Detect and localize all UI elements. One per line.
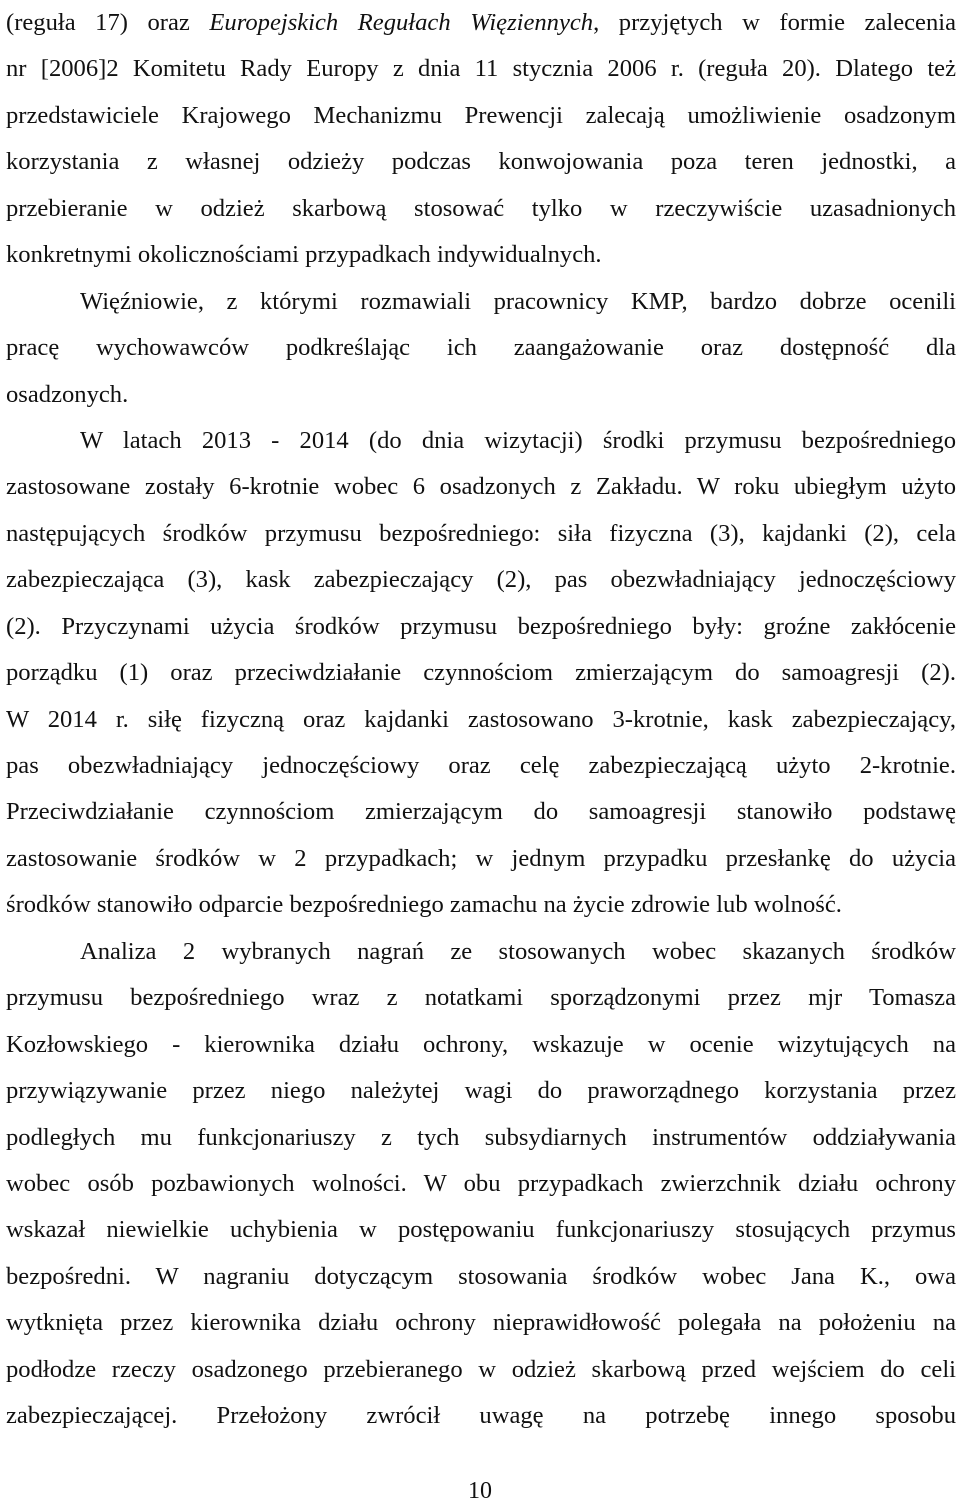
text-line: przywiązywanie przez niego należytej wagi do praworządnego korzystania przez bbox=[6, 1077, 956, 1105]
text-line: bezpośredni. W nagraniu dotyczącym stosowania środków wobec Jana K., owa bbox=[6, 1262, 956, 1290]
text-line: wytknięta przez kierownika działu ochrony nieprawidłowość polegała na położeniu na bbox=[6, 1309, 956, 1337]
text-line: pracę wychowawców podkreślając ich zaangażowanie oraz dostępność dla bbox=[6, 334, 956, 362]
text-line: przedstawiciele Krajowego Mechanizmu Prewencji zalecają umożliwienie osadzonym bbox=[6, 101, 956, 129]
paragraph-4 bbox=[6, 929, 956, 1440]
text-line: wskazał niewielkie uchybienia w postępowaniu funkcjonariuszy stosujących przymus bbox=[6, 1216, 956, 1244]
text-line: osadzonych. bbox=[6, 380, 129, 408]
text-line: zastosowane zostały 6-krotnie wobec 6 osadzonych z Zakładu. W roku ubiegłym użyto bbox=[6, 473, 956, 501]
text-line: Analiza 2 wybranych nagrań ze stosowanych wobec skazanych środków bbox=[80, 937, 956, 965]
text-line: wobec osób pozbawionych wolności. W obu przypadkach zwierzchnik działu ochrony bbox=[6, 1169, 956, 1197]
italic-title: Europejskich Regułach Więziennych bbox=[209, 9, 594, 36]
text-line: (2). Przyczynami użycia środków przymusu bezpośredniego były: groźne zakłócenie bbox=[6, 612, 956, 640]
paragraph-3 bbox=[6, 418, 956, 929]
text-line: korzystania z własnej odzieży podczas konwojowania poza teren jednostki, a bbox=[6, 148, 956, 176]
text-line: następujących środków przymusu bezpośredniego: siła fizyczna (3), kajdanki (2), cela bbox=[6, 519, 956, 547]
page-number: 10 bbox=[468, 1478, 492, 1504]
text-line: W 2014 r. siłę fizyczną oraz kajdanki zastosowano 3-krotnie, kask zabezpieczający, bbox=[6, 705, 956, 733]
text-line: przymusu bezpośredniego wraz z notatkami sporządzonymi przez mjr Tomasza bbox=[6, 984, 956, 1012]
document-page bbox=[6, 0, 956, 1440]
text-line: zabezpieczającej. Przełożony zwrócił uwagę na potrzebę innego sposobu bbox=[6, 1402, 956, 1430]
text-line: podłodze rzeczy osadzonego przebieranego w odzież skarbową przed wejściem do celi bbox=[6, 1355, 956, 1383]
text-line: Więźniowie, z którymi rozmawiali pracownicy KMP, bardzo dobrze ocenili bbox=[80, 287, 956, 315]
text-line: zabezpieczająca (3), kask zabezpieczający (2), pas obezwładniający jednoczęściowy bbox=[6, 566, 956, 594]
text-line: pas obezwładniający jednoczęściowy oraz celę zabezpieczającą użyto 2-krotnie. bbox=[6, 752, 956, 779]
text-line: Kozłowskiego - kierownika działu ochrony, wskazuje w ocenie wizytujących na bbox=[6, 1030, 956, 1058]
text-line: W latach 2013 - 2014 (do dnia wizytacji) środki przymusu bezpośredniego bbox=[80, 426, 956, 454]
text-line: zastosowanie środków w 2 przypadkach; w jednym przypadku przesłankę do użycia bbox=[6, 844, 956, 872]
text-line: konkretnymi okolicznościami przypadkach indywidualnych. bbox=[6, 241, 602, 269]
text-segment: , przyjętych w formie zalecenia bbox=[593, 9, 956, 36]
text-line: nr [2006]2 Komitetu Rady Europy z dnia 11 stycznia 2006 r. (reguła 20). Dlatego też bbox=[6, 55, 956, 83]
text-line: przebieranie w odzież skarbową stosować tylko w rzeczywiście uzasadnionych bbox=[6, 194, 956, 222]
text-segment: (reguła 17) oraz bbox=[6, 9, 210, 36]
text-line: środków stanowiło odparcie bezpośredniego zamachu na życie zdrowie lub wolność. bbox=[6, 891, 842, 919]
text-line: Przeciwdziałanie czynnościom zmierzającym do samoagresji stanowiło podstawę bbox=[6, 798, 956, 826]
paragraph-2 bbox=[6, 279, 956, 418]
text-line bbox=[6, 0, 956, 46]
text-line: podległych mu funkcjonariuszy z tych subsydiarnych instrumentów oddziaływania bbox=[6, 1123, 956, 1151]
paragraph-1 bbox=[6, 0, 956, 279]
text-line: porządku (1) oraz przeciwdziałanie czynnościom zmierzającym do samoagresji (2). bbox=[6, 659, 956, 687]
